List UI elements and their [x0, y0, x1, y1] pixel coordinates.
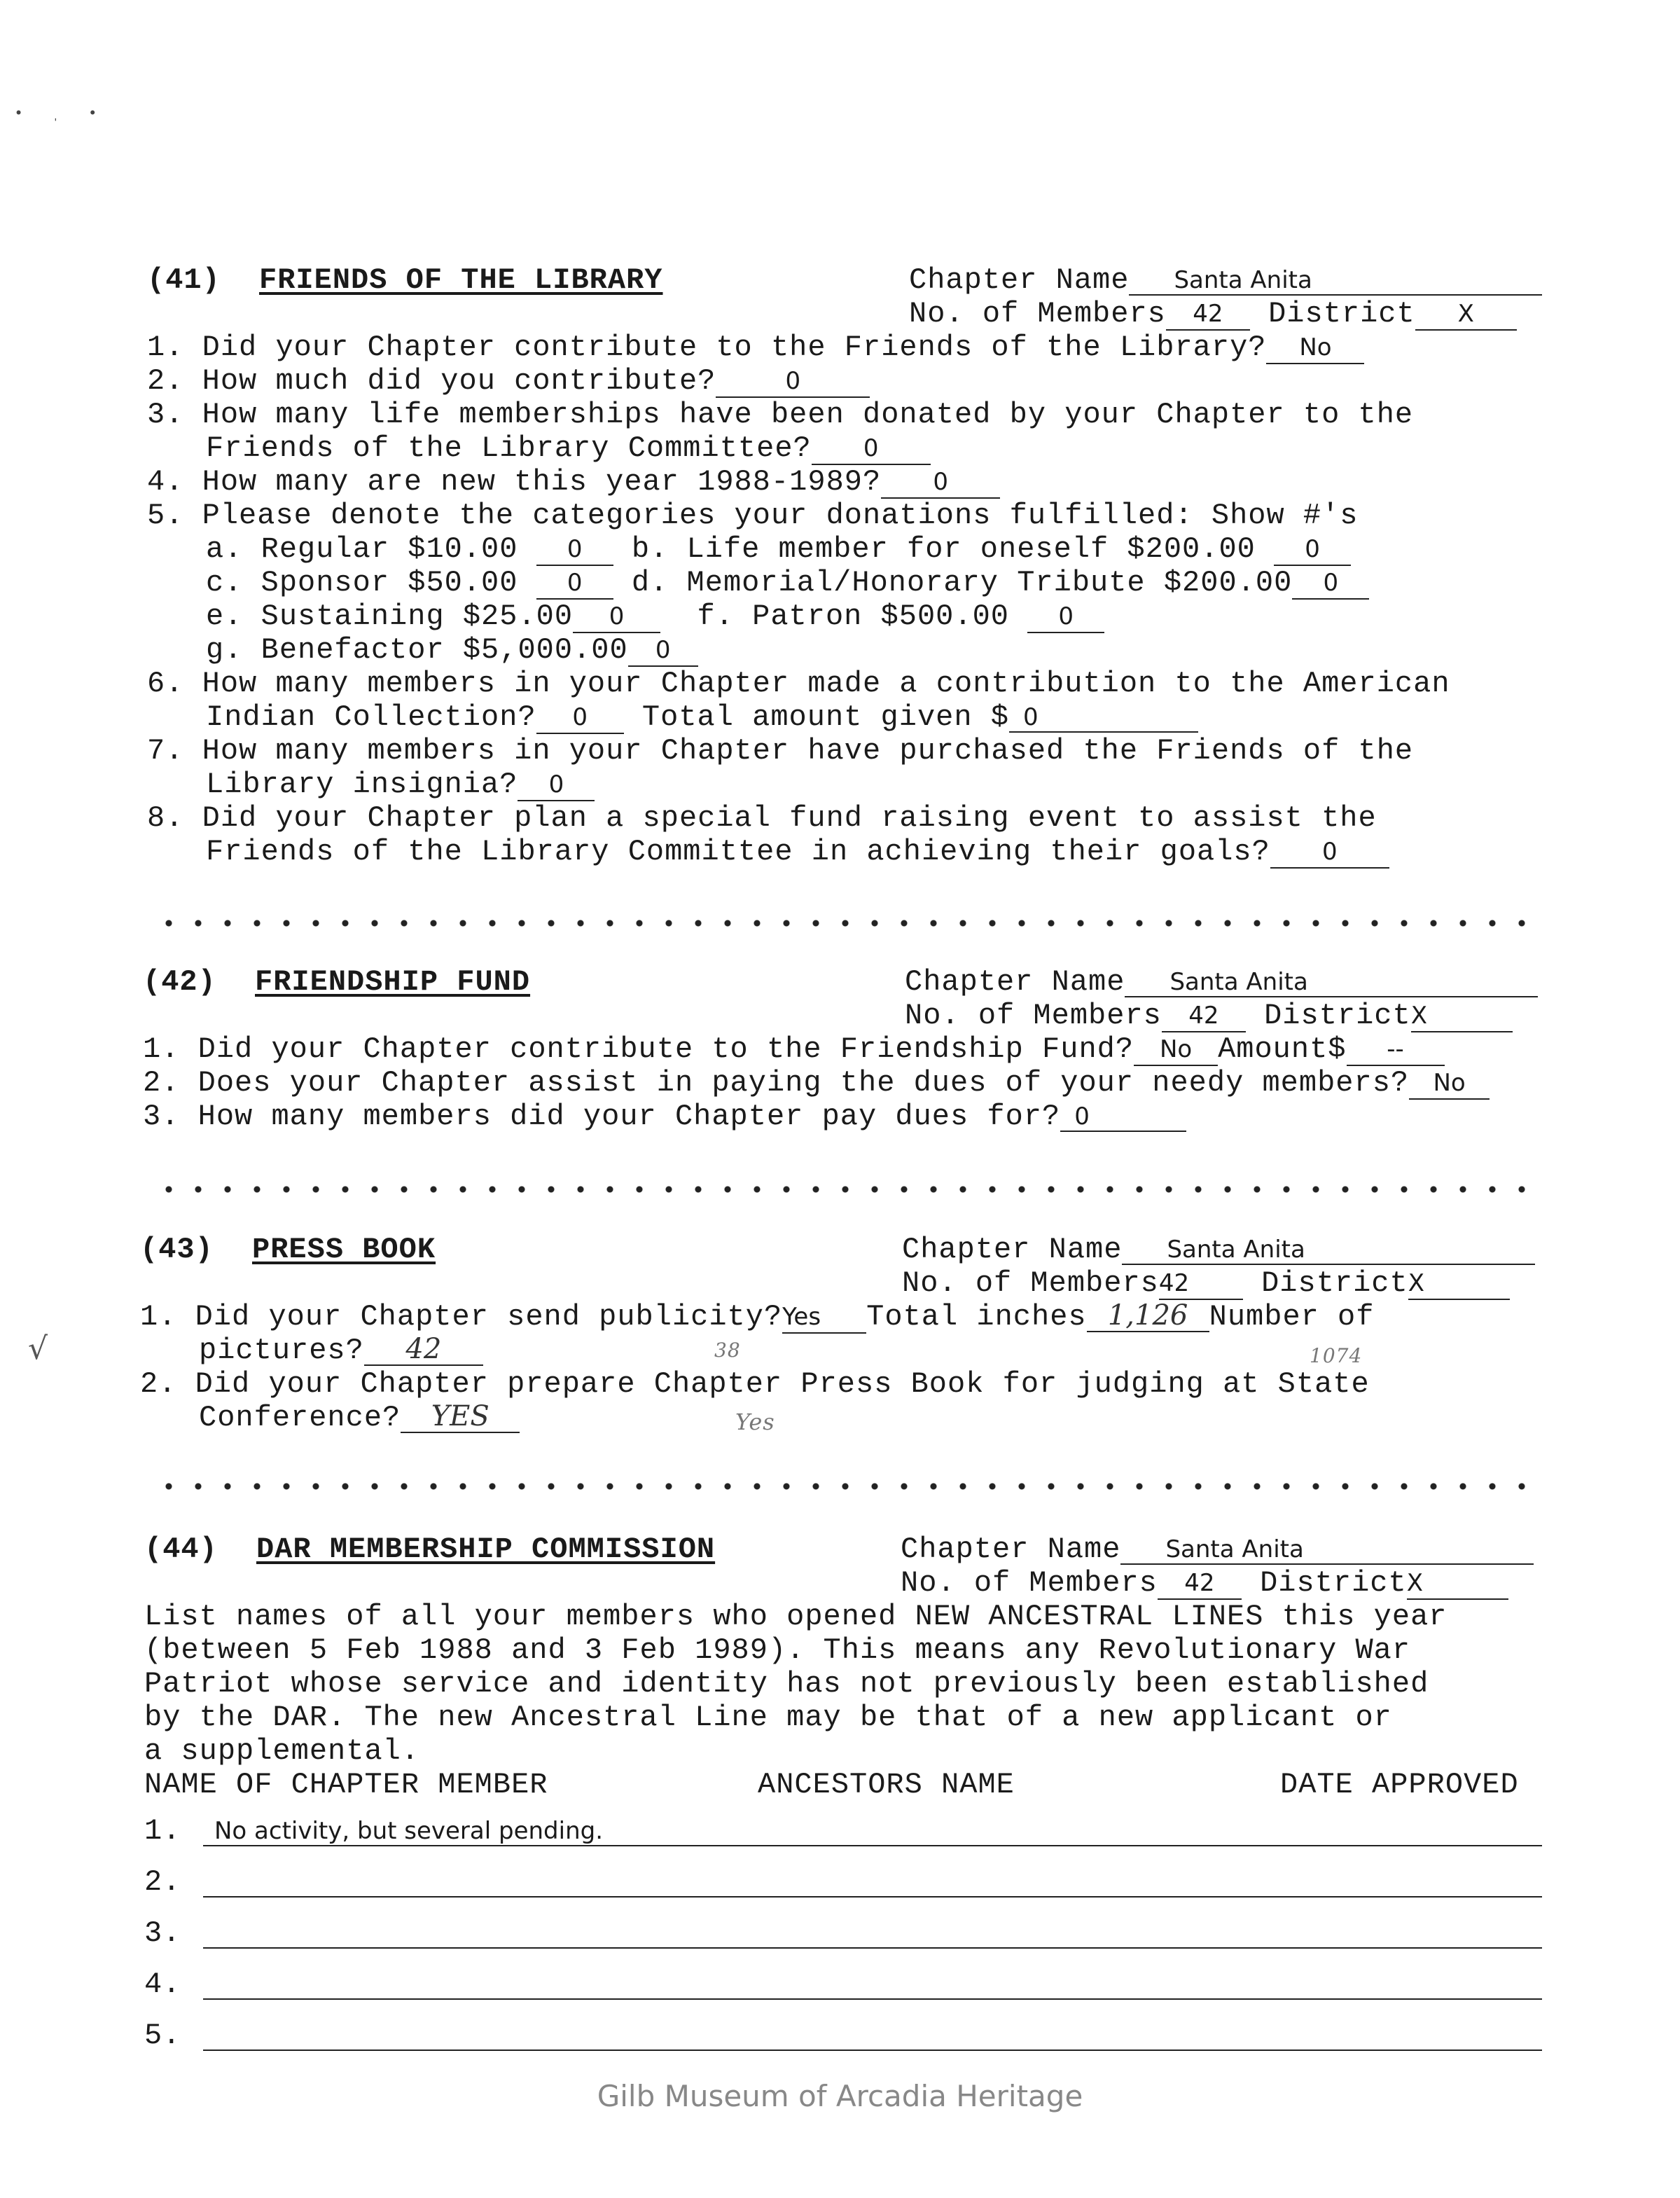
- section-title: DAR MEMBERSHIP COMMISSION: [256, 1533, 716, 1566]
- entry-line: [203, 1947, 1542, 1949]
- question-number: 3.: [143, 1100, 180, 1133]
- question-text: Did your Chapter prepare Chapter Press Book for judging at State: [195, 1367, 1370, 1401]
- scan-specks: • ˌ •: [14, 105, 97, 123]
- instruction-line: List names of all your members who opened NEW ANCESTRAL LINES this year: [144, 1600, 1448, 1633]
- question-43-2: [140, 1367, 1576, 1401]
- section-42-header: [143, 965, 530, 999]
- category-label: b. Life member for oneself $200.00: [631, 532, 1256, 566]
- list-item: [144, 1968, 1542, 2019]
- category-label: c. Sponsor $50.00: [206, 566, 518, 600]
- answer-field: 0: [716, 368, 870, 398]
- district-value: X: [1415, 301, 1517, 331]
- answer-field: YES: [401, 1404, 520, 1433]
- district-value: X: [1411, 1003, 1513, 1032]
- question-41-4: [147, 465, 1583, 499]
- question-text: How many members in your Chapter made a contribution to the American: [202, 667, 1450, 700]
- section-number: (42): [143, 965, 216, 999]
- question-41-7: [147, 734, 1583, 768]
- section-41-header: [147, 263, 663, 297]
- members-value: 42: [1159, 1271, 1243, 1300]
- members-label: No. of Members: [902, 1266, 1159, 1300]
- question-number: 3.: [147, 398, 184, 431]
- entry-number: 3.: [144, 1916, 181, 1950]
- question-41-7-cont: [147, 768, 1583, 801]
- section-43-header: [140, 1233, 436, 1266]
- question-41-5-ab: [147, 532, 1583, 566]
- chapter-name-field: [909, 263, 1542, 297]
- members-label: No. of Members: [901, 1566, 1158, 1600]
- entry-number: 1.: [144, 1814, 181, 1848]
- question-41-5: [147, 499, 1583, 532]
- answer-field: --: [1347, 1037, 1445, 1066]
- entry-number: 5.: [144, 2019, 181, 2052]
- question-number: 1.: [143, 1032, 180, 1066]
- question-text: How many life memberships have been donated by your Chapter to the: [202, 398, 1414, 431]
- column-headers: [144, 1768, 1580, 1802]
- column-header-member: NAME OF CHAPTER MEMBER: [144, 1768, 548, 1802]
- dotted-separator: [154, 1185, 1527, 1194]
- column-header-ancestor: ANCESTORS NAME: [758, 1768, 1015, 1802]
- ancestral-lines-list: [144, 1814, 1542, 2070]
- answer-field: No: [1266, 335, 1364, 364]
- answer-field: 0: [812, 436, 931, 465]
- category-label: a. Regular $10.00: [206, 532, 518, 566]
- district-label: District: [1264, 999, 1411, 1032]
- question-text: Library insignia?: [206, 768, 518, 801]
- chapter-name-label: Chapter Name: [902, 1233, 1123, 1266]
- question-text: Friends of the Library Committee in achieving their goals?: [206, 835, 1270, 869]
- question-text: How many members did your Chapter pay dues for?: [197, 1100, 1061, 1133]
- members-district-field: [901, 1566, 1508, 1600]
- dotted-separator: [154, 1482, 1527, 1491]
- members-label: No. of Members: [905, 999, 1162, 1032]
- question-41-6-cont: [147, 700, 1583, 734]
- members-label: No. of Members: [909, 297, 1166, 331]
- answer-field: 0: [1274, 537, 1351, 566]
- question-41-5-g: [147, 633, 1583, 667]
- answer-field: 0: [881, 469, 1000, 499]
- instruction-line: by the DAR. The new Ancestral Line may be that of a new applicant or: [144, 1701, 1392, 1734]
- question-number: 8.: [147, 801, 184, 835]
- question-41-8-cont: [147, 835, 1583, 869]
- question-text: pictures?: [199, 1334, 364, 1367]
- answer-field: 0: [573, 604, 660, 633]
- chapter-name-value: Santa Anita: [1120, 1537, 1534, 1565]
- members-value: 42: [1166, 301, 1250, 331]
- chapter-name-value: Santa Anita: [1129, 268, 1542, 296]
- members-district-field: [905, 999, 1513, 1032]
- instruction-line: (between 5 Feb 1988 and 3 Feb 1989). This means any Revolutionary War: [144, 1633, 1411, 1667]
- answer-field: 0: [1009, 705, 1198, 733]
- question-text: Did your Chapter contribute to the Friends of the Library?: [202, 331, 1267, 364]
- answer-field: 0: [1060, 1104, 1186, 1132]
- question-43-2-cont: [140, 1401, 1576, 1435]
- question-42-2: [143, 1066, 1578, 1100]
- members-value: 42: [1158, 1570, 1242, 1600]
- question-42-1: [143, 1032, 1578, 1066]
- question-text: Indian Collection?: [206, 700, 536, 734]
- district-value: X: [1408, 1271, 1510, 1300]
- question-text: Conference?: [199, 1401, 401, 1435]
- question-text: How much did you contribute?: [202, 364, 716, 398]
- instruction-line: Patriot whose service and identity has not previously been established: [144, 1667, 1429, 1701]
- list-item: [144, 1865, 1542, 1916]
- section-44-header: [144, 1533, 715, 1566]
- question-41-8: [147, 801, 1583, 835]
- chapter-name-value: Santa Anita: [1125, 969, 1538, 997]
- chapter-name-label: Chapter Name: [905, 965, 1125, 999]
- answer-field: Yes: [782, 1304, 866, 1334]
- district-label: District: [1261, 1266, 1408, 1300]
- category-label: f. Patron $500.00: [697, 600, 1009, 633]
- answer-field: No: [1134, 1037, 1218, 1066]
- category-label: e. Sustaining $25.00: [206, 600, 574, 633]
- question-text: Did your Chapter send publicity?: [195, 1300, 783, 1334]
- instruction-line: a supplemental.: [144, 1734, 420, 1768]
- question-text: Number of: [1209, 1300, 1375, 1334]
- list-item: [144, 1916, 1542, 1968]
- entry-number: 4.: [144, 1968, 181, 2001]
- answer-field: 0: [536, 570, 613, 600]
- question-number: 5.: [147, 499, 184, 532]
- margin-check-mark: √: [28, 1331, 48, 1367]
- chapter-name-value: Santa Anita: [1122, 1237, 1535, 1265]
- question-number: 7.: [147, 734, 184, 768]
- chapter-name-field: [905, 965, 1538, 999]
- category-label: d. Memorial/Honorary Tribute $200.00: [631, 566, 1293, 600]
- dotted-separator: [154, 919, 1527, 927]
- question-text: Please denote the categories your donations fulfilled: Show #'s: [202, 499, 1359, 532]
- section-number: (41): [147, 263, 221, 297]
- question-text: How many are new this year 1988-1989?: [202, 465, 882, 499]
- question-number: 1.: [140, 1300, 177, 1334]
- section-title: PRESS BOOK: [252, 1233, 436, 1266]
- question-number: 4.: [147, 465, 184, 499]
- list-item: [144, 1814, 1542, 1865]
- section-44: [144, 1533, 1580, 2070]
- answer-field: 0: [1270, 839, 1389, 869]
- question-41-2: [147, 364, 1583, 398]
- entry-line: [203, 1998, 1542, 2000]
- category-label: g. Benefactor $5,000.00: [206, 633, 628, 667]
- question-41-5-ef: [147, 600, 1583, 633]
- question-text: Total inches: [866, 1300, 1087, 1334]
- answer-field: 0: [536, 537, 613, 566]
- pencil-note: 38: [714, 1339, 741, 1362]
- list-item: [144, 2019, 1542, 2070]
- question-number: 2.: [143, 1066, 180, 1100]
- answer-field: No: [1409, 1070, 1490, 1100]
- museum-watermark: Gilb Museum of Arcadia Heritage: [597, 2079, 1083, 2113]
- question-text: Total amount given $: [641, 700, 1009, 734]
- column-header-date: DATE APPROVED: [1280, 1768, 1519, 1802]
- question-text: Did your Chapter contribute to the Friendship Fund?: [197, 1032, 1134, 1066]
- question-text: Amount$: [1218, 1032, 1347, 1066]
- section-42: [143, 965, 1578, 1133]
- pencil-note: Yes: [735, 1409, 775, 1435]
- answer-field: 1,126: [1087, 1303, 1209, 1332]
- question-43-1-cont: [140, 1334, 1576, 1367]
- section-title: FRIENDSHIP FUND: [255, 965, 531, 999]
- entry-line: [203, 1896, 1542, 1898]
- question-number: 2.: [147, 364, 184, 398]
- entry-value: No activity, but several pending.: [214, 1817, 604, 1845]
- question-text: Does your Chapter assist in paying the dues of your needy members?: [197, 1066, 1410, 1100]
- question-43-1: [140, 1300, 1576, 1334]
- question-text: How many members in your Chapter have purchased the Friends of the: [202, 734, 1414, 768]
- members-value: 42: [1162, 1003, 1246, 1032]
- chapter-name-label: Chapter Name: [901, 1533, 1121, 1566]
- question-text: Did your Chapter plan a special fund raising event to assist the: [202, 801, 1377, 835]
- section-number: (44): [144, 1533, 218, 1566]
- question-41-3: [147, 398, 1583, 431]
- question-text: Friends of the Library Committee?: [206, 431, 812, 465]
- answer-field: 0: [628, 637, 698, 667]
- entry-number: 2.: [144, 1865, 181, 1899]
- district-label: District: [1260, 1566, 1407, 1600]
- question-42-3: [143, 1100, 1578, 1133]
- question-41-6: [147, 667, 1583, 700]
- question-number: 1.: [147, 331, 184, 364]
- question-41-5-cd: [147, 566, 1583, 600]
- answer-field: 0: [536, 705, 624, 734]
- answer-field: 0: [1027, 604, 1104, 633]
- district-label: District: [1268, 297, 1415, 331]
- entry-line: [203, 1845, 1542, 1846]
- answer-field: 42: [364, 1336, 483, 1366]
- district-value: X: [1407, 1570, 1508, 1600]
- question-41-1: [147, 331, 1583, 364]
- members-district-field: [902, 1266, 1510, 1300]
- question-number: 2.: [140, 1367, 177, 1401]
- question-41-3-cont: [147, 431, 1583, 465]
- section-41: [147, 263, 1583, 869]
- section-number: (43): [140, 1233, 214, 1266]
- chapter-name-field: [901, 1533, 1534, 1566]
- section-43: [140, 1233, 1576, 1435]
- members-district-field: [909, 297, 1517, 331]
- answer-field: 0: [518, 772, 595, 801]
- answer-field: 0: [1292, 570, 1369, 600]
- chapter-name-field: [902, 1233, 1535, 1266]
- chapter-name-label: Chapter Name: [909, 263, 1130, 297]
- section-title: FRIENDS OF THE LIBRARY: [259, 263, 663, 297]
- entry-line: [203, 2050, 1542, 2051]
- question-number: 6.: [147, 667, 184, 700]
- pencil-note: 1074: [1310, 1344, 1363, 1367]
